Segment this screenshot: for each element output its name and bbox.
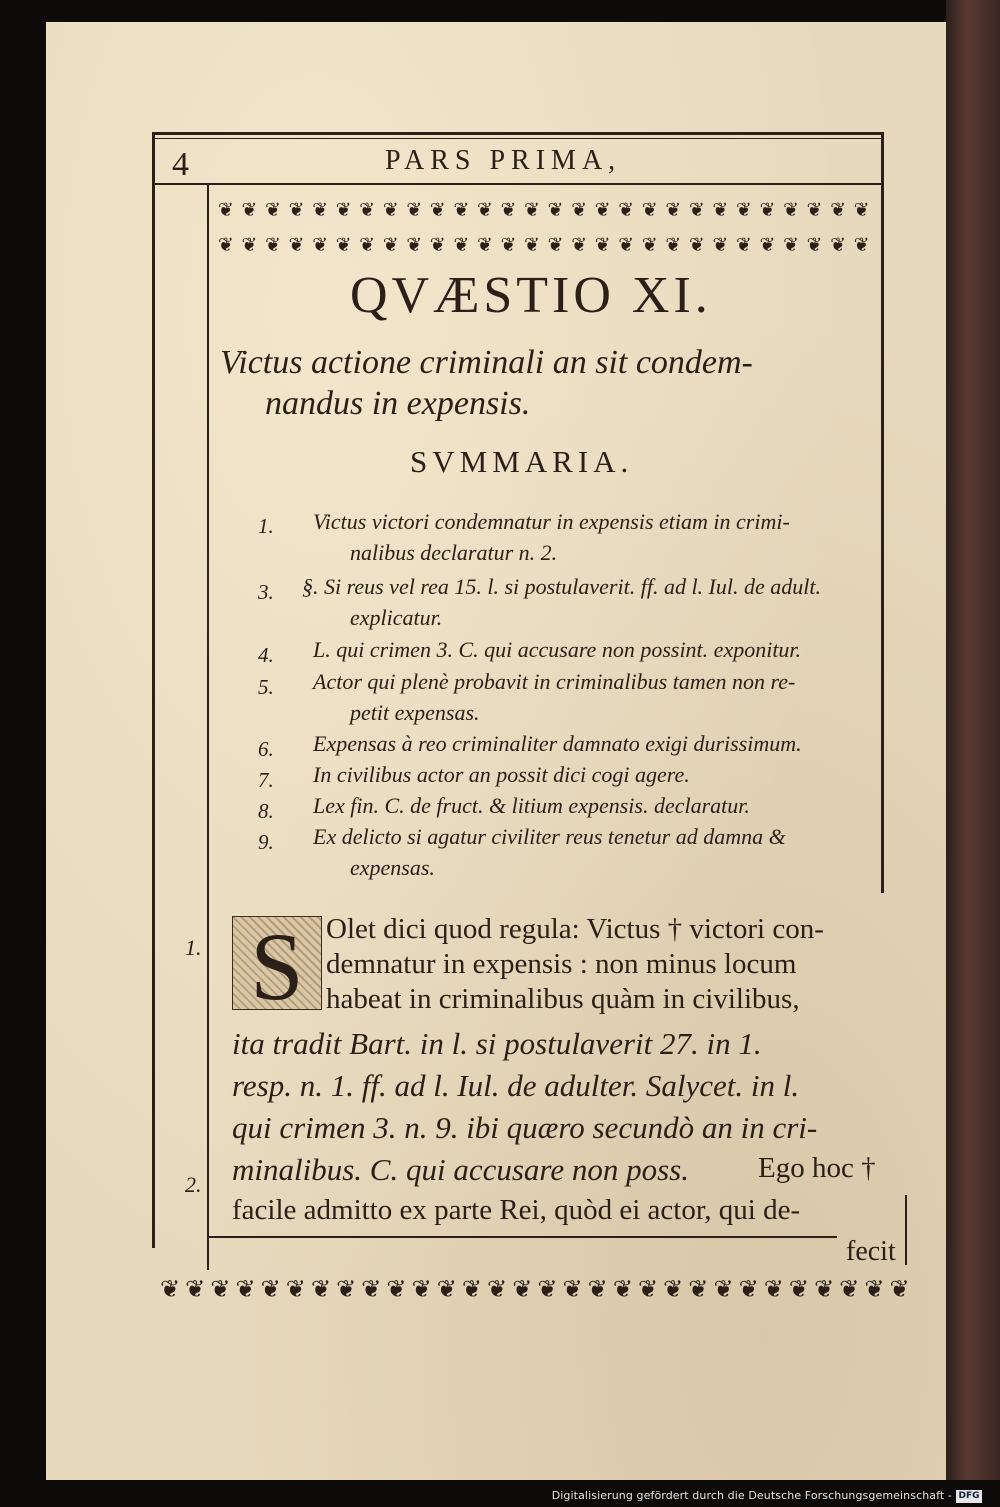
fleuron-icon: ❦ <box>688 1275 709 1303</box>
fleuron-icon: ❦ <box>361 1275 382 1303</box>
fleuron-icon: ❦ <box>500 199 517 221</box>
fleuron-icon: ❦ <box>783 199 800 221</box>
fleuron-icon: ❦ <box>864 1275 885 1303</box>
top-ornament-band <box>218 198 870 258</box>
fleuron-icon: ❦ <box>571 234 588 256</box>
page-number: 4 <box>172 146 189 183</box>
fleuron-icon: ❦ <box>665 199 682 221</box>
body-line: minalibus. C. qui accusare non poss. <box>232 1152 689 1187</box>
fleuron-icon: ❦ <box>594 234 611 256</box>
summary-line: In civilibus actor an possit dici cogi agere. <box>313 762 690 787</box>
fleuron-icon: ❦ <box>637 1275 659 1303</box>
fleuron-icon: ❦ <box>713 1275 734 1303</box>
top-rule <box>152 132 884 135</box>
body-line: ita tradit Bart. in l. si postulaverit 27. in 1. <box>232 1026 762 1061</box>
fleuron-icon: ❦ <box>839 1275 860 1303</box>
summary-num: 3. <box>258 580 274 604</box>
fleuron-icon: ❦ <box>512 1275 533 1303</box>
fleuron-icon: ❦ <box>218 199 234 221</box>
summary-num: 5. <box>258 675 274 699</box>
fleuron-icon: ❦ <box>411 1275 432 1303</box>
fleuron-icon: ❦ <box>814 1275 835 1303</box>
fleuron-icon: ❦ <box>547 199 564 221</box>
fleuron-icon: ❦ <box>382 234 399 256</box>
fleuron-icon: ❦ <box>571 199 588 221</box>
fleuron-icon: ❦ <box>547 234 564 256</box>
fleuron-icon: ❦ <box>477 199 493 221</box>
fleuron-icon: ❦ <box>537 1275 558 1303</box>
fleuron-icon: ❦ <box>335 234 352 256</box>
fleuron-icon: ❦ <box>429 199 446 221</box>
fleuron-icon: ❦ <box>335 199 352 221</box>
body-line: demnatur in expensis : non minus locum <box>326 948 797 980</box>
footer-credit: Digitalisierung gefördert durch die Deutsche Forschungsgemeinschaft - <box>551 1489 952 1502</box>
body-line: Ego hoc † <box>758 1152 876 1184</box>
fleuron-icon: ❦ <box>712 199 729 221</box>
summary-line: petit expensas. <box>350 700 480 725</box>
body-line: facile admitto ex parte Rei, quòd ei actor, qui de- <box>232 1194 801 1226</box>
question-subtitle-line2: nandus in expensis. <box>265 385 531 422</box>
fleuron-icon: ❦ <box>285 1275 306 1303</box>
summary-line: Ex delicto si agatur civiliter reus tenetur ad damna & <box>313 824 786 849</box>
summary-line: Victus victori condemnatur in expensis etiam in crimi- <box>313 509 790 534</box>
fleuron-icon: ❦ <box>889 1275 910 1303</box>
summary-num: 8. <box>258 799 274 823</box>
summary-line: Lex fin. C. de fruct. & litium expensis. declaratur. <box>313 793 750 818</box>
fleuron-icon: ❦ <box>461 1275 482 1303</box>
fleuron-icon: ❦ <box>641 199 658 221</box>
fleuron-icon: ❦ <box>806 199 823 221</box>
summary-line: Expensas à reo criminaliter damnato exigi durissimum. <box>313 731 802 756</box>
fleuron-icon: ❦ <box>500 234 517 256</box>
question-subtitle-line1: Victus actione criminali an sit condem- <box>220 344 753 381</box>
catchword: fecit <box>846 1236 896 1267</box>
fleuron-icon: ❦ <box>736 199 752 221</box>
fleuron-icon: ❦ <box>382 199 399 221</box>
book-spine-edge <box>946 0 1000 1480</box>
fleuron-icon: ❦ <box>429 234 446 256</box>
summary-num: 4. <box>258 643 274 667</box>
bottom-rule <box>207 1236 837 1238</box>
fleuron-icon: ❦ <box>487 1275 508 1303</box>
fleuron-icon: ❦ <box>562 1275 583 1303</box>
fleuron-icon: ❦ <box>524 234 541 256</box>
fleuron-icon: ❦ <box>406 199 423 221</box>
fleuron-icon: ❦ <box>260 1275 281 1303</box>
fleuron-icon: ❦ <box>336 1275 357 1303</box>
fleuron-icon: ❦ <box>241 234 258 256</box>
fleuron-icon: ❦ <box>312 234 329 256</box>
fleuron-icon: ❦ <box>288 234 305 256</box>
fleuron-icon: ❦ <box>312 199 329 221</box>
fleuron-icon: ❦ <box>210 1275 231 1303</box>
fleuron-icon: ❦ <box>185 1275 206 1303</box>
fleuron-icon: ❦ <box>806 234 823 256</box>
summary-line: nalibus declaratur n. 2. <box>350 540 558 565</box>
fleuron-icon: ❦ <box>594 199 611 221</box>
bottom-ornament-band <box>160 1272 910 1306</box>
fleuron-icon: ❦ <box>853 199 870 221</box>
left-inner-rule <box>207 185 209 1270</box>
fleuron-icon: ❦ <box>477 234 493 256</box>
summary-num: 6. <box>258 737 274 761</box>
fleuron-icon: ❦ <box>618 234 635 256</box>
fleuron-icon: ❦ <box>288 199 305 221</box>
summary-line: §. Si reus vel rea 15. l. si postulaverit. ff. ad l. Iul. de adult. <box>302 574 821 599</box>
summary-line: L. qui crimen 3. C. qui accusare non possint. exponitur. <box>313 637 802 662</box>
fleuron-icon: ❦ <box>587 1275 608 1303</box>
decorated-initial <box>232 913 322 1020</box>
fleuron-icon: ❦ <box>641 234 658 256</box>
fleuron-icon: ❦ <box>853 234 870 256</box>
fleuron-icon: ❦ <box>436 1275 457 1303</box>
fleuron-icon: ❦ <box>736 234 752 256</box>
fleuron-icon: ❦ <box>359 234 376 256</box>
summary-line: explicatur. <box>350 605 443 630</box>
body-line: qui crimen 3. n. 9. ibi quæro secundò an in cri- <box>232 1110 818 1145</box>
fleuron-icon: ❦ <box>265 234 282 256</box>
fleuron-icon: ❦ <box>386 1275 407 1303</box>
fleuron-icon: ❦ <box>406 234 423 256</box>
fleuron-icon: ❦ <box>688 234 705 256</box>
fleuron-icon: ❦ <box>524 199 541 221</box>
right-rule <box>881 133 884 893</box>
fleuron-icon: ❦ <box>783 234 800 256</box>
fleuron-icon: ❦ <box>830 234 847 256</box>
fleuron-icon: ❦ <box>830 199 847 221</box>
fleuron-icon: ❦ <box>788 1275 810 1303</box>
fleuron-icon: ❦ <box>453 234 470 256</box>
summary-line: expensas. <box>350 855 435 880</box>
summary-num: 7. <box>258 768 274 792</box>
summary-line: Actor qui plenè probavit in criminalibus tamen non re- <box>313 669 796 694</box>
fleuron-icon: ❦ <box>618 199 635 221</box>
fleuron-icon: ❦ <box>160 1275 181 1303</box>
fleuron-icon: ❦ <box>763 1275 784 1303</box>
left-outer-rule <box>152 133 155 1248</box>
fleuron-icon: ❦ <box>759 199 776 221</box>
body-line: habeat in criminalibus quàm in civilibus, <box>326 983 800 1015</box>
summary-num: 9. <box>258 830 274 854</box>
summaria-heading: SVMMARIA. <box>410 444 634 479</box>
header-rule <box>152 183 884 185</box>
fleuron-icon: ❦ <box>612 1275 633 1303</box>
margin-number: 1. <box>185 935 202 960</box>
fleuron-icon: ❦ <box>359 199 376 221</box>
dfg-logo: DFG <box>956 1490 982 1503</box>
fleuron-icon: ❦ <box>235 1275 256 1303</box>
fleuron-icon: ❦ <box>241 199 258 221</box>
fleuron-icon: ❦ <box>738 1275 759 1303</box>
question-title: QVÆSTIO XI. <box>350 267 712 324</box>
summary-num: 1. <box>258 514 274 538</box>
fleuron-icon: ❦ <box>688 199 705 221</box>
right-rule-lower <box>905 1195 907 1265</box>
fleuron-icon: ❦ <box>712 234 729 256</box>
margin-number: 2. <box>185 1172 202 1197</box>
fleuron-icon: ❦ <box>759 234 776 256</box>
fleuron-icon: ❦ <box>218 234 234 256</box>
body-line: resp. n. 1. ff. ad l. Iul. de adulter. Salycet. in l. <box>232 1068 800 1103</box>
fleuron-icon: ❦ <box>453 199 470 221</box>
fleuron-icon: ❦ <box>265 199 282 221</box>
fleuron-icon: ❦ <box>310 1275 332 1303</box>
body-line: Olet dici quod regula: Victus † victori con- <box>326 913 824 945</box>
running-title: PARS PRIMA, <box>385 145 622 176</box>
fleuron-icon: ❦ <box>663 1275 684 1303</box>
initial-letter: S <box>250 913 304 1020</box>
top-rule-thin <box>152 138 884 139</box>
fleuron-icon: ❦ <box>665 234 682 256</box>
